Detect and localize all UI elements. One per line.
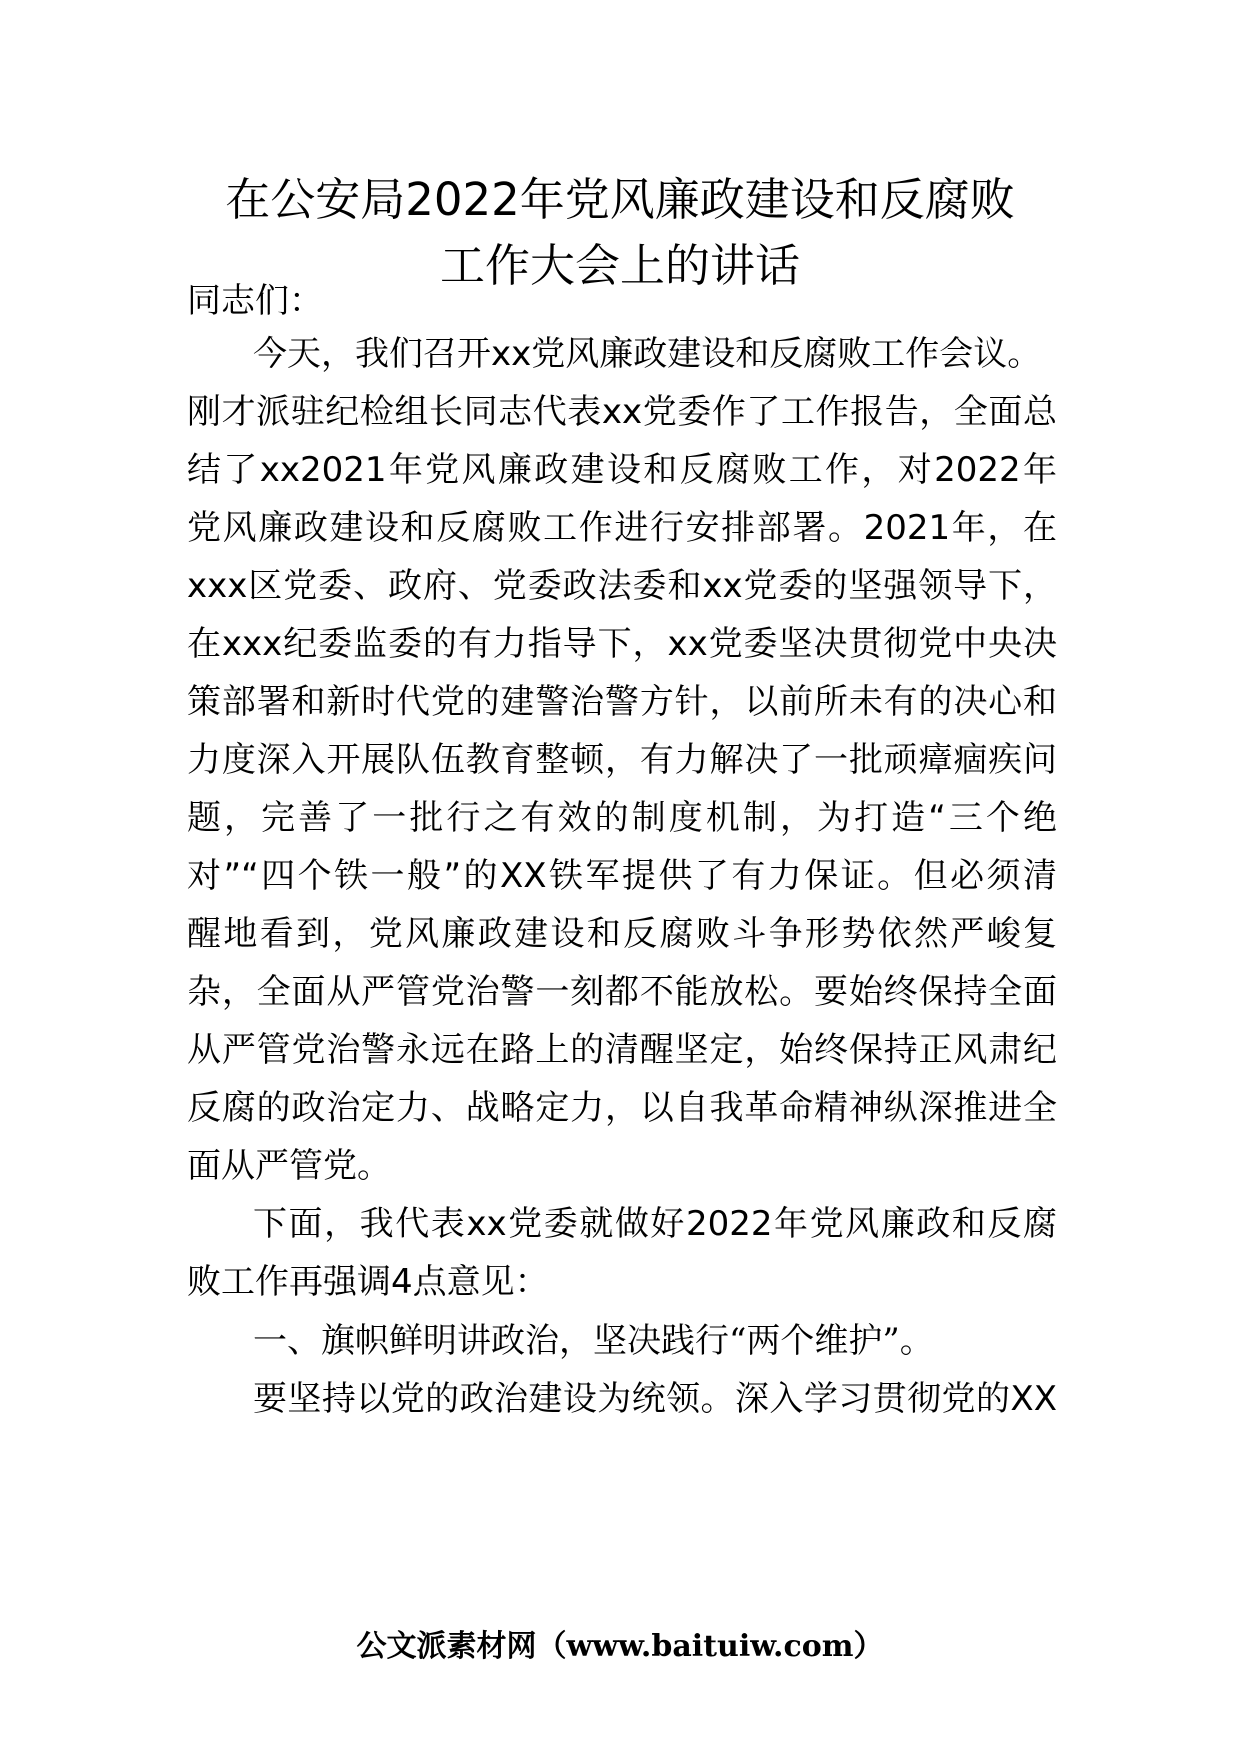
watermark-footer: 公文派素材网（www.baituiw.com） bbox=[356, 1629, 884, 1664]
paragraph-line: 杂，全面从严管党治警一刻都不能放松。要始终保持全面 bbox=[187, 972, 1057, 1012]
paragraph-line: 力度深入开展队伍教育整顿，有力解决了一批顽瘴痼疾问 bbox=[187, 740, 1057, 780]
paragraph-line: xxx区党委、政府、党委政法委和xx党委的坚强领导下， bbox=[187, 566, 1057, 606]
paragraph-line: 要坚持以党的政治建设为统领。深入学习贯彻党的XX bbox=[253, 1379, 1057, 1419]
paragraph-line: 结了xx2021年党风廉政建设和反腐败工作，对2022年 bbox=[187, 450, 1057, 490]
paragraph-line: 醒地看到，党风廉政建设和反腐败斗争形势依然严峻复 bbox=[187, 914, 1057, 954]
document-title-line-1: 在公安局2022年党风廉政建设和反腐败 bbox=[225, 173, 1015, 226]
paragraph-line: 反腐的政治定力、战略定力，以自我革命精神纵深推进全 bbox=[187, 1088, 1057, 1128]
document-title-line-2: 工作大会上的讲话 bbox=[439, 239, 800, 292]
section-heading: 一、旗帜鲜明讲政治，坚决践行“两个维护”。 bbox=[253, 1321, 934, 1361]
paragraph-line: 今天，我们召开xx党风廉政建设和反腐败工作会议。 bbox=[253, 334, 1042, 374]
paragraph-line: 对”“四个铁一般”的XX铁军提供了有力保证。但必须清 bbox=[187, 856, 1057, 896]
paragraph-line: 在xxx纪委监委的有力指导下，xx党委坚决贯彻党中央决 bbox=[187, 624, 1057, 664]
paragraph-line: 败工作再强调4点意见： bbox=[187, 1262, 549, 1302]
paragraph-line: 刚才派驻纪检组长同志代表xx党委作了工作报告，全面总 bbox=[187, 392, 1057, 432]
paragraph-line: 策部署和新时代党的建警治警方针，以前所未有的决心和 bbox=[187, 682, 1057, 722]
paragraph-line: 下面，我代表xx党委就做好2022年党风廉政和反腐 bbox=[253, 1204, 1057, 1244]
salutation: 同志们： bbox=[187, 281, 323, 321]
paragraph-line: 面从严管党。 bbox=[187, 1146, 391, 1186]
paragraph-line: 党风廉政建设和反腐败工作进行安排部署。2021年，在 bbox=[187, 508, 1057, 548]
paragraph-line: 题，完善了一批行之有效的制度机制，为打造“三个绝 bbox=[187, 798, 1057, 838]
paragraph-line: 从严管党治警永远在路上的清醒坚定，始终保持正风肃纪 bbox=[187, 1030, 1057, 1070]
